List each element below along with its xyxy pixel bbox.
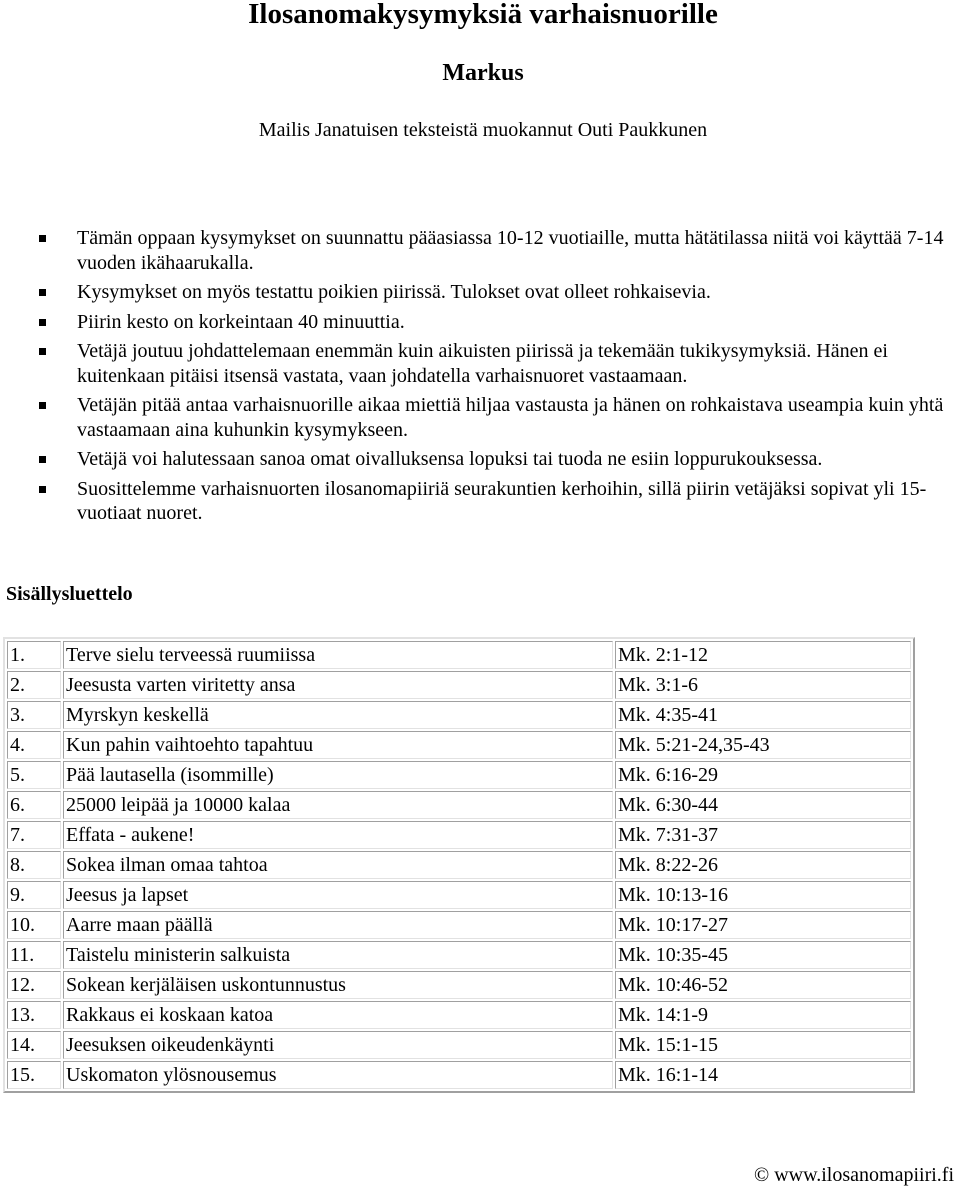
toc-bible-reference: Mk. 7:31-37	[615, 821, 911, 849]
toc-number: 13.	[7, 1001, 61, 1029]
toc-chapter-title: Effata - aukene!	[63, 821, 613, 849]
toc-heading: Sisällysluettelo	[6, 583, 133, 605]
toc-bible-reference: Mk. 4:35-41	[615, 701, 911, 729]
table-row	[7, 671, 911, 699]
toc-chapter-title: Jeesusta varten viritetty ansa	[63, 671, 613, 699]
toc-number: 3.	[7, 701, 61, 729]
toc-chapter-title: Sokean kerjäläisen uskontunnustus	[63, 971, 613, 999]
bullet-item	[0, 226, 960, 275]
square-bullet-icon	[39, 235, 46, 242]
toc-chapter-title: Jeesus ja lapset	[63, 881, 613, 909]
table-row	[7, 1031, 911, 1059]
table-row	[7, 881, 911, 909]
toc-number: 5.	[7, 761, 61, 789]
bullet-item	[0, 310, 960, 335]
toc-chapter-title: Uskomaton ylösnousemus	[63, 1061, 613, 1089]
bullet-item	[0, 477, 960, 526]
table-row	[7, 701, 911, 729]
toc-chapter-title: Myrskyn keskellä	[63, 701, 613, 729]
square-bullet-icon	[39, 486, 46, 493]
square-bullet-icon	[39, 348, 46, 355]
table-row	[7, 791, 911, 819]
toc-chapter-title: Pää lautasella (isommille)	[63, 761, 613, 789]
page-subtitle: Markus	[442, 60, 524, 86]
toc-number: 12.	[7, 971, 61, 999]
square-bullet-icon	[39, 319, 46, 326]
toc-number: 2.	[7, 671, 61, 699]
toc-bible-reference: Mk. 14:1-9	[615, 1001, 911, 1029]
page-title: Ilosanomakysymyksiä varhaisnuorille	[248, 0, 718, 30]
square-bullet-icon	[39, 456, 46, 463]
toc-bible-reference: Mk. 10:13-16	[615, 881, 911, 909]
toc-chapter-title: 25000 leipää ja 10000 kalaa	[63, 791, 613, 819]
toc-bible-reference: Mk. 5:21-24,35-43	[615, 731, 911, 759]
toc-number: 4.	[7, 731, 61, 759]
table-row	[7, 941, 911, 969]
intro-bullet-list	[0, 226, 960, 531]
bullet-item	[0, 447, 960, 472]
toc-chapter-title: Rakkaus ei koskaan katoa	[63, 1001, 613, 1029]
toc-number: 11.	[7, 941, 61, 969]
toc-chapter-title: Taistelu ministerin salkuista	[63, 941, 613, 969]
toc-chapter-title: Sokea ilman omaa tahtoa	[63, 851, 613, 879]
bullet-text: Vetäjän pitää antaa varhaisnuorille aikaa miettiä hiljaa vastausta ja hänen on rohkaistava useampia kuin yhtä vastaamaan aina kuhunkin kysymykseen.	[77, 394, 944, 441]
toc-bible-reference: Mk. 6:30-44	[615, 791, 911, 819]
toc-bible-reference: Mk. 2:1-12	[615, 641, 911, 669]
toc-bible-reference: Mk. 10:17-27	[615, 911, 911, 939]
toc-number: 14.	[7, 1031, 61, 1059]
toc-number: 8.	[7, 851, 61, 879]
copyright-footer: © www.ilosanomapiiri.fi	[754, 1164, 954, 1186]
table-row	[7, 971, 911, 999]
toc-chapter-title: Jeesuksen oikeudenkäynti	[63, 1031, 613, 1059]
toc-chapter-title: Aarre maan päällä	[63, 911, 613, 939]
toc-number: 6.	[7, 791, 61, 819]
toc-table	[3, 637, 915, 1093]
toc-bible-reference: Mk. 3:1-6	[615, 671, 911, 699]
toc-number: 7.	[7, 821, 61, 849]
toc-number: 1.	[7, 641, 61, 669]
toc-bible-reference: Mk. 16:1-14	[615, 1061, 911, 1089]
table-row	[7, 731, 911, 759]
bullet-item	[0, 280, 960, 305]
bullet-text: Vetäjä joutuu johdattelemaan enemmän kuin aikuisten piirissä ja tekemään tukikysymyksiä. Hänen ei kuitenkaan pitäisi itsensä vastata, vaan johdatella varhaisnuoret vastaamaan.	[77, 340, 888, 387]
toc-bible-reference: Mk. 6:16-29	[615, 761, 911, 789]
bullet-text: Piirin kesto on korkeintaan 40 minuuttia.	[77, 310, 405, 333]
bullet-text: Vetäjä voi halutessaan sanoa omat oivalluksensa lopuksi tai tuoda ne esiin loppurukouksessa.	[77, 448, 823, 470]
toc-number: 15.	[7, 1061, 61, 1089]
square-bullet-icon	[39, 402, 46, 409]
toc-chapter-title: Terve sielu terveessä ruumiissa	[63, 641, 613, 669]
toc-bible-reference: Mk. 10:35-45	[615, 941, 911, 969]
bullet-text: Tämän oppaan kysymykset on suunnattu pääasiassa 10-12 vuotiaille, mutta hätätilassa niitä voi käyttää 7-14 vuoden ikähaarukalla.	[77, 227, 944, 274]
toc-bible-reference: Mk. 15:1-15	[615, 1031, 911, 1059]
toc-chapter-title: Kun pahin vaihtoehto tapahtuu	[63, 731, 613, 759]
table-row	[7, 641, 911, 669]
toc-bible-reference: Mk. 10:46-52	[615, 971, 911, 999]
bullet-text: Kysymykset on myös testattu poikien piirissä. Tulokset ovat olleet rohkaisevia.	[77, 281, 711, 303]
toc-number: 10.	[7, 911, 61, 939]
bullet-item	[0, 339, 960, 388]
square-bullet-icon	[39, 289, 46, 296]
table-row	[7, 851, 911, 879]
table-row	[7, 821, 911, 849]
table-row	[7, 1001, 911, 1029]
table-row	[7, 761, 911, 789]
toc-bible-reference: Mk. 8:22-26	[615, 851, 911, 879]
bullet-text: Suosittelemme varhaisnuorten ilosanomapiiriä seurakuntien kerhoihin, sillä piirin vetäjäksi sopivat yli 15-vuotiaat nuoret.	[77, 477, 927, 524]
bullet-item	[0, 393, 960, 442]
byline: Mailis Janatuisen teksteistä muokannut Outi Paukkunen	[258, 119, 708, 141]
table-row	[7, 1061, 911, 1089]
table-row	[7, 911, 911, 939]
toc-number: 9.	[7, 881, 61, 909]
